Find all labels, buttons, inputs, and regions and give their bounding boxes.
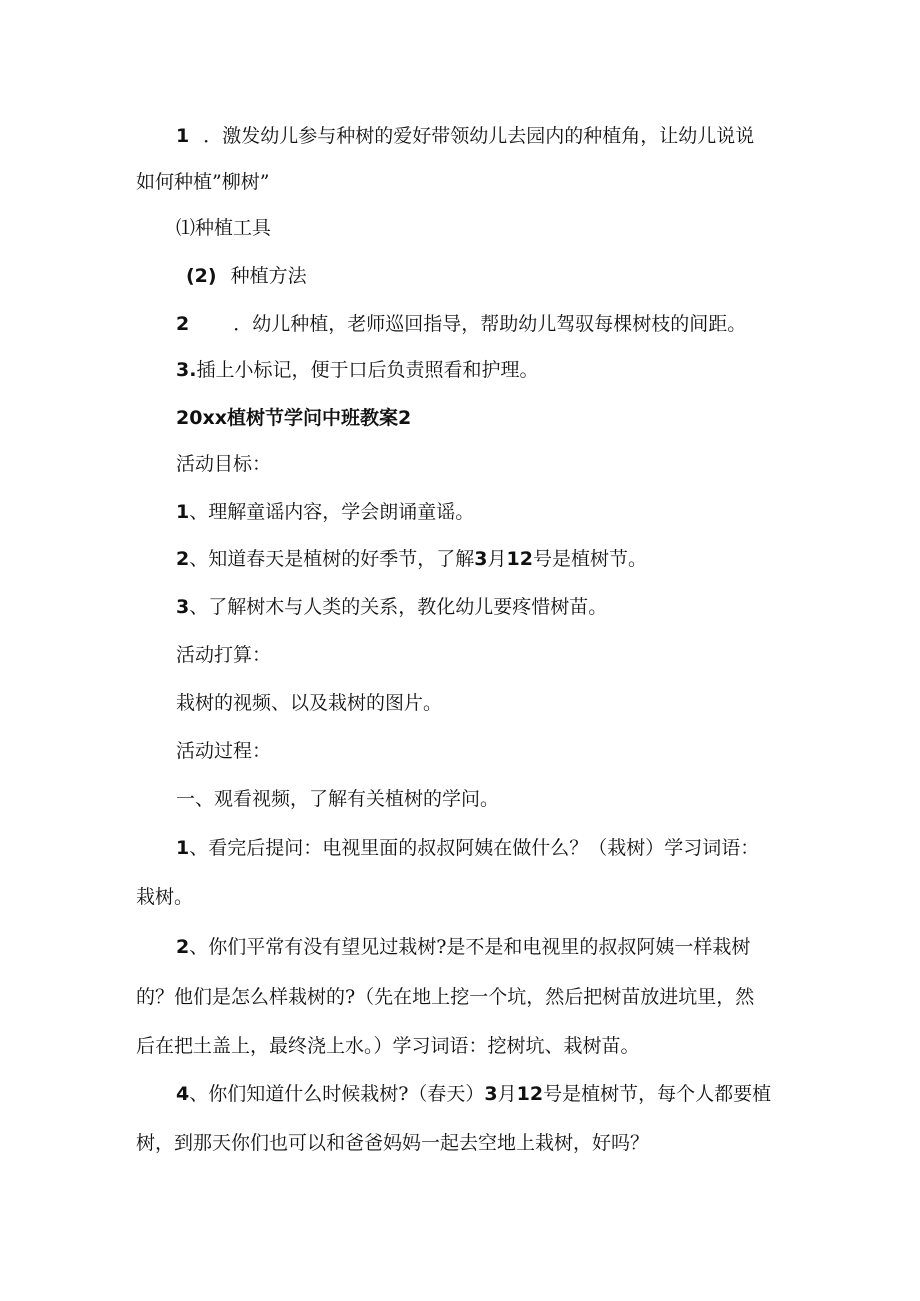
paragraph-text: 种植方法 — [230, 265, 307, 287]
paragraph-text: 、了解树木与人类的关系，教化幼儿要疼惜树苗。 — [189, 596, 608, 618]
item-number: 3 — [176, 596, 190, 618]
prep-heading: 活动打算： — [176, 644, 272, 666]
item-number: 3. — [176, 359, 197, 381]
prep-text: 栽树的视频、以及栽树的图片。 — [176, 692, 443, 714]
paragraph-1-line-1 — [176, 124, 754, 148]
goal-item-3 — [176, 595, 607, 619]
item-number: (2) — [186, 265, 217, 287]
paragraph-text: 、你们平常有没有望见过栽树?是不是和电视里的叔叔阿姨一样栽树 — [189, 936, 751, 958]
item-number: 2 — [176, 936, 190, 958]
paragraph-2: ⑴种植工具 — [176, 217, 272, 239]
goal-heading: 活动目标： — [176, 453, 272, 475]
section-title — [176, 406, 411, 430]
process-heading: 活动过程： — [176, 740, 272, 762]
paragraph-3 — [186, 264, 307, 288]
paragraph-text: 、你们知道什么时候栽树?（春天） — [189, 1083, 485, 1105]
item-number: 1 — [176, 837, 190, 859]
question-2-line-3: 后在把土盖上，最终浇上水。）学习词语：挖树坑、栽树苗。 — [136, 1035, 640, 1057]
goal-item-1 — [176, 500, 474, 524]
question-2-line-1 — [176, 935, 750, 959]
item-number: 2 — [176, 313, 190, 335]
paragraph-text: 插上小标记，便于口后负责照看和护理。 — [196, 359, 539, 381]
paragraph-text: ．幼儿种植，老师巡回指导，帮助幼儿驾驭每棵树枝的间距。 — [233, 313, 747, 335]
paragraph-text: 号是植树节，每个人都要植 — [543, 1083, 772, 1105]
inline-number: 12 — [506, 548, 533, 570]
inline-number: 12 — [516, 1083, 544, 1105]
paragraph-4 — [176, 312, 746, 336]
item-number: 1 — [176, 125, 190, 147]
item-number: 1 — [176, 501, 190, 523]
inline-number: 3 — [474, 548, 488, 570]
inline-text: 月 — [497, 1083, 517, 1105]
question-1-line-2: 栽树。 — [136, 886, 194, 908]
question-4-line-1 — [176, 1082, 771, 1106]
item-number: 2 — [176, 548, 190, 570]
step-one: 一、观看视频，了解有关植树的学问。 — [176, 788, 500, 810]
inline-number: 3 — [484, 1083, 498, 1105]
paragraph-1-line-2: 如何种植”柳树” — [136, 171, 270, 193]
paragraph-text: 、看完后提问：电视里面的叔叔阿姨在做什么？（栽树）学习词语： — [189, 837, 760, 859]
paragraph-text: 号是植树节。 — [532, 548, 647, 570]
title-text: 植树节学问中班教案 — [226, 407, 398, 429]
goal-item-2 — [176, 547, 647, 571]
paragraph-text: 、理解童谣内容，学会朗诵童谣。 — [189, 501, 475, 523]
title-suffix: 2 — [397, 407, 412, 429]
question-4-line-2: 树，到那天你们也可以和爸爸妈妈一起去空地上栽树，好吗？ — [136, 1132, 650, 1154]
paragraph-text: 、知道春天是植树的好季节，了解 — [189, 548, 475, 570]
item-number: 4 — [176, 1083, 190, 1105]
paragraph-5 — [176, 358, 538, 382]
question-2-line-2: 的？他们是怎么样栽树的?（先在地上挖一个坑，然后把树苗放进坑里，然 — [136, 986, 755, 1008]
paragraph-text: ．激发幼儿参与种树的爱好带领幼儿去园内的种植角，让幼儿说说 — [203, 125, 755, 147]
title-prefix: 20xx — [176, 407, 227, 429]
inline-text: 月 — [487, 548, 507, 570]
question-1-line-1 — [176, 836, 759, 860]
